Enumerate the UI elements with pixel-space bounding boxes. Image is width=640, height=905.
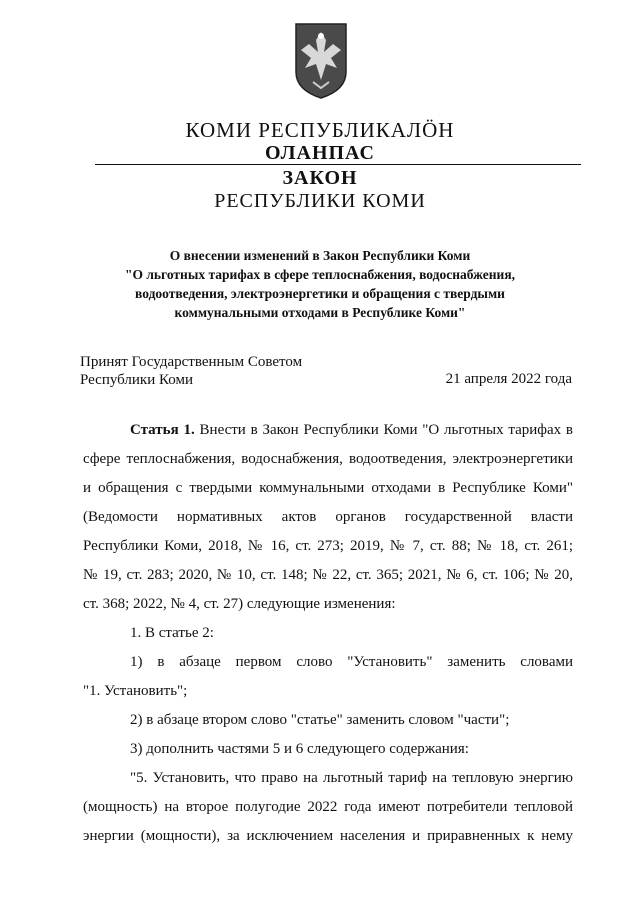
article-line: и обращения с твердыми коммунальными отходами в Республике Коми" bbox=[83, 480, 573, 496]
item-paragraph: 3) дополнить частями 5 и 6 следующего содержания: bbox=[130, 741, 469, 757]
header-olanpas: ОЛАНПАС bbox=[265, 142, 375, 164]
article-line: Республики Коми, 2018, № 16, ст. 273; 2019, № 7, ст. 88; № 18, ст. 261; bbox=[83, 538, 573, 554]
article-line: № 19, ст. 283; 2020, № 10, ст. 148; № 22, ст. 365; 2021, № 6, ст. 106; № 20, bbox=[83, 567, 573, 583]
title-line: водоотведения, электроэнергетики и обращения с твердыми bbox=[135, 286, 505, 301]
header-komi-line: КОМИ РЕСПУБЛИКАЛÖН bbox=[185, 118, 455, 142]
item-paragraph: 2) в абзаце втором слово "статье" заменить словом "части"; bbox=[130, 712, 510, 728]
item-paragraph: 1. В статье 2: bbox=[130, 625, 214, 641]
article-label: Статья 1. bbox=[130, 422, 195, 438]
law-title bbox=[60, 246, 580, 322]
article-line: (Ведомости нормативных актов органов государственной власти bbox=[83, 509, 573, 525]
item-paragraph: "5. Установить, что право на льготный тариф на тепловую энергию bbox=[130, 770, 573, 786]
adoption-date: 21 апреля 2022 года bbox=[445, 371, 572, 387]
adopted-line-2: Республики Коми bbox=[80, 372, 193, 388]
item-paragraph: 1) в абзаце первом слово "Установить" заменить словами bbox=[130, 654, 573, 670]
article-1-text bbox=[83, 416, 573, 851]
adopted-by bbox=[80, 353, 302, 389]
header-zakon: ЗАКОН bbox=[282, 167, 358, 189]
title-line: "О льготных тарифах в сфере теплоснабжения, водоснабжения, bbox=[124, 267, 516, 282]
header-divider bbox=[95, 164, 581, 165]
article-line: сфере теплоснабжения, водоснабжения, водоотведения, электроэнергетики bbox=[83, 451, 573, 467]
article-line: Статья 1. Внести в Закон Республики Коми "О льготных тарифах в bbox=[130, 422, 574, 438]
title-line: О внесении изменений в Закон Республики Коми bbox=[169, 248, 471, 263]
item-paragraph: энергии (мощности), за исключением населения и приравненных к нему bbox=[83, 828, 573, 844]
item-paragraph: "1. Установить"; bbox=[83, 683, 188, 699]
header-republic: РЕСПУБЛИКИ КОМИ bbox=[214, 190, 426, 212]
komi-coat-of-arms-emblem bbox=[293, 20, 349, 100]
adopted-line-1: Принят Государственным Советом bbox=[80, 354, 303, 370]
article-line: ст. 368; 2022, № 4, ст. 27) следующие изменения: bbox=[83, 596, 396, 612]
title-line: коммунальными отходами в Республике Коми" bbox=[174, 305, 466, 320]
item-paragraph: (мощность) на второе полугодие 2022 года имеют потребители тепловой bbox=[83, 799, 573, 815]
